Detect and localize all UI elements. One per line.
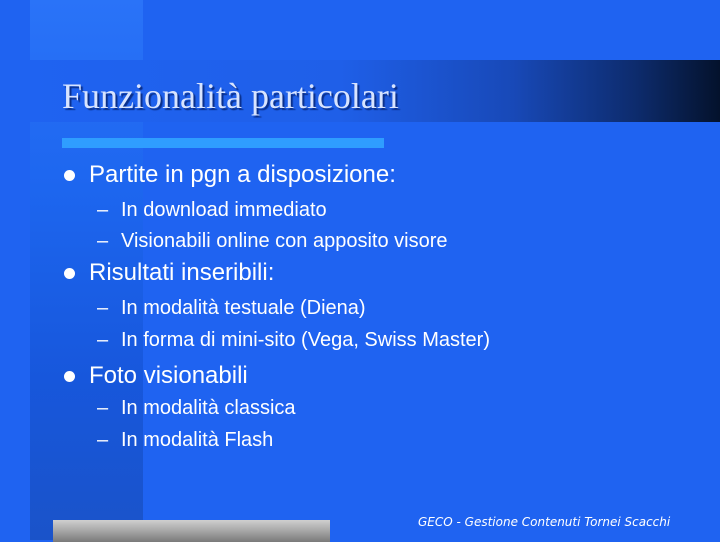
bullet-item (64, 361, 248, 391)
bullet-dot-icon (64, 170, 75, 181)
sub-item-text: In forma di mini-sito (Vega, Swiss Master) (121, 329, 490, 351)
bullet-dot-icon (64, 268, 75, 279)
sub-item (97, 295, 366, 321)
bullet-item (64, 160, 396, 190)
bullet-item (64, 258, 274, 288)
bullet-text: Partite in pgn a disposizione: (89, 161, 396, 188)
bullet-text: Risultati inseribili: (89, 259, 275, 286)
sub-item (97, 395, 296, 421)
sub-item-text: In download immediato (121, 199, 327, 221)
dash-icon: – (97, 230, 109, 252)
bullet-text: Foto visionabili (89, 362, 248, 389)
slide-title: Funzionalità particolari (62, 76, 399, 116)
sub-item (97, 327, 490, 353)
sub-item-text: Visionabili online con apposito visore (121, 230, 448, 252)
sub-item (97, 197, 327, 223)
dash-icon: – (97, 297, 109, 319)
slide-footer: GECO - Gestione Contenuti Tornei Scacchi (418, 515, 671, 529)
dash-icon: – (97, 397, 109, 419)
dash-icon: – (97, 199, 109, 221)
title-underline (62, 138, 384, 148)
dash-icon: – (97, 429, 109, 451)
bullet-dot-icon (64, 371, 75, 382)
sub-item (97, 228, 448, 254)
sub-item-text: In modalità testuale (Diena) (121, 297, 366, 319)
dash-icon: – (97, 329, 109, 351)
sub-item (97, 427, 273, 453)
sub-item-text: In modalità classica (121, 397, 296, 419)
bottom-decorative-bar (53, 520, 330, 542)
sub-item-text: In modalità Flash (121, 429, 274, 451)
